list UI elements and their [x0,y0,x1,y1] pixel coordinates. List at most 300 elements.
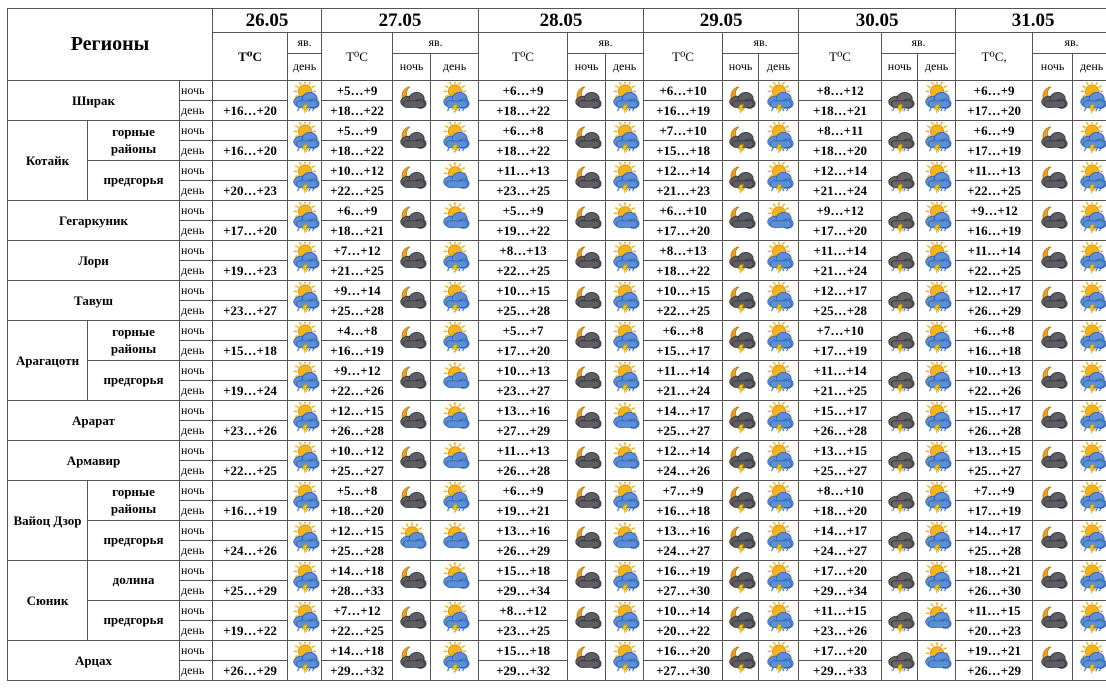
date-header-3: 28.05 [479,9,644,33]
night-temp: +8…+13 [479,241,568,261]
weather-cell [606,241,644,281]
day-temp: +17…+20 [644,221,723,241]
day-temp: +23…+26 [799,621,882,641]
day-label: день [180,181,213,201]
night-temp: +5…+9 [322,81,393,101]
weather-cell [568,601,606,641]
subregion-name: долина [88,561,180,601]
weather-cell [606,601,644,641]
night-header: ночь [1033,54,1073,81]
day-temp: +26…+28 [322,421,393,441]
day-temp: +22…+25 [213,461,288,481]
night-temp: +14…+18 [322,641,393,661]
moon-cloud-icon [396,202,428,234]
sun-cloud-storm-icon [763,242,795,274]
weather-cell [393,641,431,681]
date-header-4: 29.05 [644,9,799,33]
day-label: день [180,581,213,601]
day-temp: +23…+27 [479,381,568,401]
cloud-storm-icon [884,642,916,674]
night-temp: +6…+10 [644,201,723,221]
moon-cloud-icon [571,602,603,634]
day-temp: +21…+24 [799,181,882,201]
night-temp: +5…+9 [322,121,393,141]
weather-cell [431,641,479,681]
night-label: ночь [180,361,213,381]
sun-cloud-storm-icon [1076,122,1106,154]
sun-cloud-storm-icon [289,642,321,674]
night-temp: +12…+15 [322,401,393,421]
day-temp: +21…+23 [644,181,723,201]
weather-cell [606,321,644,361]
day-temp: +26…+29 [956,301,1033,321]
moon-cloud-icon [396,242,428,274]
sun-cloud-storm-icon [1076,482,1106,514]
night-temp: +16…+20 [644,641,723,661]
day-label: день [180,261,213,281]
night-temp: +6…+9 [956,81,1033,101]
cloud-storm-icon [884,522,916,554]
day-temp: +27…+29 [479,421,568,441]
day-temp: +18…+20 [799,501,882,521]
weather-cell [1033,521,1073,561]
sun-cloud-icon [396,522,428,554]
moon-cloud-icon [396,122,428,154]
weather-cell [1033,321,1073,361]
moon-cloud-icon [1037,402,1069,434]
day-temp: +22…+25 [956,261,1033,281]
cloud-storm-icon [884,482,916,514]
day-temp: +16…+19 [213,501,288,521]
weather-cell [759,561,799,601]
weather-cell [431,161,479,201]
phenomena-header: яв. [882,33,956,54]
weather-cell [1033,121,1073,161]
day-label: день [180,501,213,521]
region-name: Сюник [8,561,88,641]
sun-cloud-storm-icon [439,322,471,354]
weather-cell [882,521,918,561]
sun-cloud-storm-icon [289,562,321,594]
weather-cell [723,281,759,321]
weather-cell [288,361,322,401]
weather-cell [288,121,322,161]
moon-cloud-icon [571,362,603,394]
weather-cell [882,601,918,641]
weather-cell [918,601,956,641]
moon-cloud-icon [1037,282,1069,314]
night-label: ночь [180,401,213,421]
weather-cell [759,361,799,401]
day-temp: +17…+20 [213,221,288,241]
weather-cell [1073,281,1106,321]
night-label: ночь [180,281,213,301]
sun-cloud-storm-icon [439,122,471,154]
weather-cell [723,201,759,241]
sun-cloud-storm-icon [763,82,795,114]
night-temp: +12…+14 [799,161,882,181]
day-temp: +16…+19 [644,101,723,121]
weather-cell [431,441,479,481]
day-temp: +17…+19 [799,341,882,361]
forecast-header [8,9,1106,81]
night-temp: +6…+10 [644,81,723,101]
sun-cloud-storm-icon [609,482,641,514]
night-temp: +8…+10 [799,481,882,501]
day-temp: +25…+27 [644,421,723,441]
subregion-name: предгорья [88,601,180,641]
weather-cell [759,241,799,281]
night-temp: +6…+9 [956,121,1033,141]
night-temp: +10…+15 [479,281,568,301]
weather-cell [918,161,956,201]
region-name: Арарат [8,401,180,441]
day-label: день [180,141,213,161]
weather-cell [1033,161,1073,201]
day-temp: +16…+19 [956,221,1033,241]
night-label: ночь [180,201,213,221]
day-temp: +25…+27 [799,461,882,481]
night-temp: +14…+17 [644,401,723,421]
night-temp: +9…+14 [322,281,393,301]
subregion-name: предгорья [88,161,180,201]
region-name: Тавуш [8,281,180,321]
day-temp: +29…+32 [479,661,568,681]
moon-cloud-storm-icon [725,562,757,594]
day-temp: +21…+25 [322,261,393,281]
day-temp: +25…+28 [956,541,1033,561]
moon-cloud-icon [396,362,428,394]
night-temp: +14…+17 [956,521,1033,541]
phenomena-header: яв. [723,33,799,54]
day-label: день [180,301,213,321]
table-row [8,641,1106,661]
moon-cloud-icon [396,602,428,634]
moon-cloud-icon [571,522,603,554]
weather-cell [393,321,431,361]
night-temp: +14…+18 [322,561,393,581]
day-temp: +26…+28 [956,421,1033,441]
sun-cloud-icon [921,602,953,634]
sun-cloud-storm-icon [1076,242,1106,274]
weather-cell [288,201,322,241]
weather-cell [918,121,956,161]
moon-cloud-icon [1037,82,1069,114]
day-temp: +19…+23 [213,261,288,281]
sun-cloud-storm-icon [1076,362,1106,394]
sun-cloud-storm-icon [289,282,321,314]
sun-cloud-storm-icon [1076,522,1106,554]
weather-cell [1033,401,1073,441]
day-temp: +26…+29 [479,541,568,561]
sun-cloud-icon [439,202,471,234]
sun-cloud-storm-icon [609,282,641,314]
sun-cloud-icon [609,202,641,234]
night-temp: +11…+15 [799,601,882,621]
sun-cloud-storm-icon [289,242,321,274]
weather-cell [1033,281,1073,321]
night-label: ночь [180,81,213,101]
weather-cell [431,601,479,641]
weather-cell [431,401,479,441]
moon-cloud-icon [571,82,603,114]
weather-cell [606,641,644,681]
day-temp: +19…+21 [479,501,568,521]
day-label: день [180,221,213,241]
sun-cloud-storm-icon [1076,402,1106,434]
night-temp: +7…+12 [322,601,393,621]
moon-cloud-icon [1037,122,1069,154]
weather-cell [759,321,799,361]
day-temp: +22…+25 [644,301,723,321]
sun-cloud-storm-icon [609,242,641,274]
night-temp: +11…+13 [479,441,568,461]
night-temp: +4…+8 [322,321,393,341]
moon-cloud-storm-icon [725,82,757,114]
night-temp: +16…+19 [644,561,723,581]
moon-cloud-icon [396,82,428,114]
moon-cloud-icon [571,402,603,434]
cloud-storm-icon [884,162,916,194]
cloud-storm-icon [884,362,916,394]
day-header: день [1073,54,1106,81]
weather-cell [393,121,431,161]
cloud-storm-icon [884,602,916,634]
weather-cell [1073,81,1106,121]
day-temp: +25…+28 [799,301,882,321]
sun-cloud-storm-icon [921,122,953,154]
sun-cloud-storm-icon [1076,562,1106,594]
night-temp: +9…+12 [956,201,1033,221]
sun-cloud-storm-icon [1076,202,1106,234]
cloud-storm-icon [884,322,916,354]
weather-cell [288,561,322,601]
moon-cloud-icon [1037,322,1069,354]
day-temp: +21…+24 [799,261,882,281]
night-temp [213,81,288,101]
day-temp: +18…+21 [322,221,393,241]
night-label: ночь [180,241,213,261]
night-temp: +6…+8 [956,321,1033,341]
night-temp: +5…+7 [479,321,568,341]
weather-cell [431,521,479,561]
sun-cloud-storm-icon [609,322,641,354]
day-temp: +15…+17 [644,341,723,361]
weather-cell [606,281,644,321]
day-temp: +15…+18 [644,141,723,161]
weather-cell [759,281,799,321]
moon-cloud-icon [396,562,428,594]
sun-cloud-storm-icon [289,82,321,114]
sun-cloud-storm-icon [289,602,321,634]
night-temp: +11…+13 [479,161,568,181]
weather-cell [1033,81,1073,121]
date-header-2: 27.05 [322,9,479,33]
weather-cell [723,121,759,161]
temp-header: T⁰C [213,33,288,81]
day-temp: +16…+20 [213,101,288,121]
day-temp: +22…+26 [322,381,393,401]
moon-cloud-storm-icon [725,642,757,674]
sun-cloud-storm-icon [609,122,641,154]
day-temp: +19…+22 [479,221,568,241]
table-row [8,441,1106,461]
night-temp: +13…+15 [799,441,882,461]
sun-cloud-storm-icon [609,162,641,194]
table-row [8,81,1106,101]
sun-cloud-storm-icon [289,442,321,474]
night-temp: +15…+17 [799,401,882,421]
moon-cloud-icon [1037,642,1069,674]
night-temp [213,361,288,381]
night-temp: +13…+16 [479,401,568,421]
date-header-1: 26.05 [213,9,322,33]
night-temp: +11…+14 [799,361,882,381]
sun-cloud-storm-icon [763,482,795,514]
night-temp: +8…+12 [799,81,882,101]
day-temp: +19…+22 [213,621,288,641]
night-temp: +10…+13 [956,361,1033,381]
weather-cell [918,481,956,521]
night-temp [213,401,288,421]
sun-cloud-storm-icon [1076,642,1106,674]
sun-cloud-icon [609,402,641,434]
day-temp: +24…+26 [644,461,723,481]
night-temp: +15…+18 [479,641,568,661]
moon-cloud-icon [1037,362,1069,394]
night-temp [213,241,288,261]
table-row [8,161,1106,181]
weather-cell [431,241,479,281]
temp-header: T⁰C [799,33,882,81]
day-temp: +24…+27 [644,541,723,561]
moon-cloud-icon [396,442,428,474]
cloud-storm-icon [884,202,916,234]
night-label: ночь [180,481,213,501]
moon-cloud-icon [571,162,603,194]
sun-cloud-storm-icon [609,602,641,634]
table-row [8,121,1106,141]
sun-cloud-storm-icon [921,362,953,394]
night-temp: +12…+17 [956,281,1033,301]
day-temp: +29…+34 [479,581,568,601]
sun-cloud-storm-icon [763,362,795,394]
phenomena-header: яв. [393,33,479,54]
regions-header: Регионы [8,9,213,81]
weather-cell [723,521,759,561]
moon-cloud-icon [571,322,603,354]
weather-cell [918,641,956,681]
weather-cell [393,281,431,321]
weather-cell [606,161,644,201]
weather-cell [723,81,759,121]
day-temp: +17…+19 [956,501,1033,521]
day-header: день [288,54,322,81]
night-temp [213,601,288,621]
weather-cell [606,81,644,121]
night-label: ночь [180,121,213,141]
night-temp: +7…+9 [956,481,1033,501]
sun-cloud-storm-icon [1076,322,1106,354]
weather-cell [288,161,322,201]
day-temp: +24…+26 [213,541,288,561]
day-temp: +22…+25 [322,621,393,641]
moon-cloud-icon [571,562,603,594]
day-header: день [431,54,479,81]
night-temp [213,521,288,541]
weather-cell [288,521,322,561]
region-name: Вайоц Дзор [8,481,88,561]
weather-cell [1073,321,1106,361]
weather-cell [431,81,479,121]
weather-cell [882,161,918,201]
day-temp: +16…+18 [956,341,1033,361]
night-label: ночь [180,441,213,461]
night-label: ночь [180,161,213,181]
weather-cell [723,641,759,681]
night-temp: +6…+9 [479,481,568,501]
weather-cell [723,321,759,361]
moon-cloud-storm-icon [725,282,757,314]
night-temp [213,641,288,661]
forecast-table [7,8,1106,681]
sun-cloud-storm-icon [439,482,471,514]
night-temp: +10…+13 [479,361,568,381]
night-temp [213,561,288,581]
weather-cell [568,321,606,361]
sun-cloud-icon [439,562,471,594]
day-label: день [180,621,213,641]
weather-cell [1073,121,1106,161]
weather-cell [918,241,956,281]
day-temp: +16…+19 [322,341,393,361]
weather-cell [1073,441,1106,481]
weather-cell [606,561,644,601]
weather-cell [431,481,479,521]
night-temp: +7…+10 [644,121,723,141]
cloud-storm-icon [884,442,916,474]
night-temp [213,161,288,181]
table-row [8,601,1106,621]
night-label: ночь [180,641,213,661]
day-temp: +25…+28 [322,301,393,321]
day-temp: +17…+20 [479,341,568,361]
temp-header: T⁰C [644,33,723,81]
region-name: Арагацотн [8,321,88,401]
night-temp: +13…+15 [956,441,1033,461]
weather-cell [393,201,431,241]
moon-cloud-storm-icon [725,362,757,394]
sun-cloud-storm-icon [289,482,321,514]
weather-cell [1073,601,1106,641]
weather-cell [288,601,322,641]
sun-cloud-storm-icon [921,282,953,314]
sun-cloud-storm-icon [921,242,953,274]
subregion-name: предгорья [88,521,180,561]
region-name: Ширак [8,81,180,121]
weather-cell [606,361,644,401]
weather-cell [393,361,431,401]
weather-cell [1033,481,1073,521]
phenomena-header: яв. [288,33,322,54]
sun-cloud-icon [439,162,471,194]
weather-cell [759,201,799,241]
sun-cloud-storm-icon [921,442,953,474]
night-temp: +12…+17 [799,281,882,301]
day-temp: +18…+22 [322,141,393,161]
weather-cell [606,481,644,521]
night-temp: +6…+8 [479,121,568,141]
